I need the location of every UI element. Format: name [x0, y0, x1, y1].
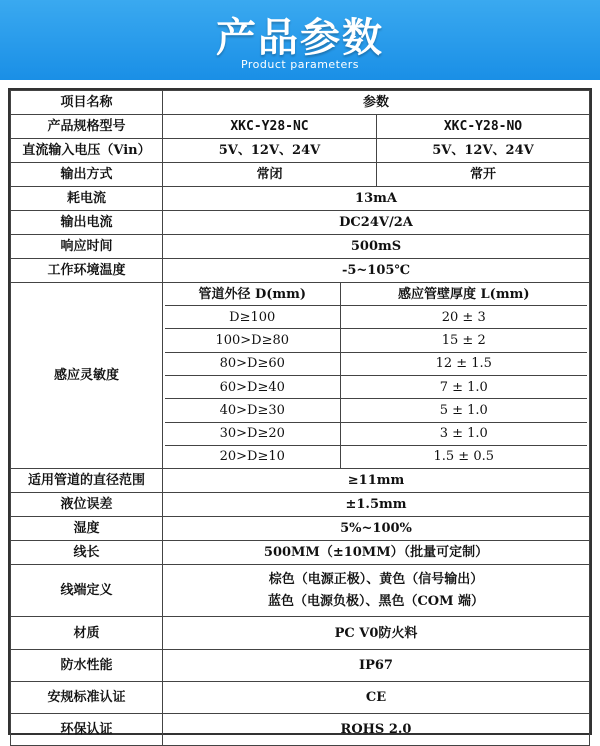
temperature-label: 工作环境温度	[11, 259, 163, 283]
wire-length-label: 线长	[11, 541, 163, 565]
sensitivity-l: 15 ± 2	[340, 329, 587, 352]
model-label: 产品规格型号	[11, 115, 163, 139]
table-row	[11, 139, 590, 163]
current-label: 耗电流	[11, 187, 163, 211]
sensitivity-l: 1.5 ± 0.5	[433, 449, 494, 465]
wire-def-line1: 棕色（电源正极）、黄色（信号输出）	[268, 571, 484, 587]
material-value: PC V0防火料	[163, 617, 590, 650]
table-row	[11, 517, 590, 541]
response-label: 响应时间	[11, 235, 163, 259]
table-row	[11, 469, 590, 493]
output-current-value: DC24V/2A	[163, 211, 590, 235]
humidity-label: 湿度	[11, 517, 163, 541]
response-value: 500mS	[163, 235, 590, 259]
sensitivity-d: D≥100	[165, 306, 340, 329]
env-label: 环保认证	[11, 714, 163, 746]
sensitivity-l: 7 ± 1.0	[340, 375, 587, 398]
table-row	[11, 541, 590, 565]
sensitivity-l: 3 ± 1.0	[340, 422, 587, 445]
sensitivity-d: 40>D≥30	[165, 399, 340, 422]
spec-table	[10, 90, 590, 746]
voltage-nc: 5V、12V、24V	[163, 139, 377, 163]
sensitivity-d: 100>D≥80	[165, 329, 340, 352]
temperature-value: -5~105℃	[163, 259, 590, 283]
sensitivity-row	[165, 445, 587, 468]
sensitivity-row	[165, 375, 587, 398]
wire-def-value	[163, 565, 590, 617]
sensitivity-cell	[163, 283, 590, 469]
current-value: 13mA	[163, 187, 590, 211]
header-label: 项目名称	[11, 91, 163, 115]
sensitivity-row	[165, 352, 587, 375]
sensitivity-l: 12 ± 1.5	[340, 352, 587, 375]
sensitivity-d: 30>D≥20	[165, 422, 340, 445]
table-row	[11, 235, 590, 259]
safety-label: 安规标准认证	[11, 682, 163, 714]
table-row	[11, 650, 590, 682]
sensitivity-d: 80>D≥60	[165, 352, 340, 375]
sensitivity-header	[165, 283, 587, 306]
sensitivity-col1: 管道外径 D(mm)	[165, 283, 340, 306]
level-error-label: 液位误差	[11, 493, 163, 517]
pipe-range-value: ≥11mm	[163, 469, 590, 493]
spec-sheet	[8, 88, 592, 735]
table-row	[11, 259, 590, 283]
table-row	[11, 617, 590, 650]
output-current-label: 输出电流	[11, 211, 163, 235]
sensitivity-row	[165, 306, 587, 329]
header-banner	[0, 0, 600, 80]
sensitivity-d: 20>D≥10	[165, 445, 340, 468]
material-label: 材质	[11, 617, 163, 650]
wire-def-label: 线端定义	[11, 565, 163, 617]
wire-def-line2: 蓝色（电源负极）、黑色（COM 端）	[267, 593, 485, 609]
table-row	[11, 187, 590, 211]
level-error-value: ±1.5mm	[163, 493, 590, 517]
model-no: XKC-Y28-NO	[377, 115, 590, 139]
waterproof-label: 防水性能	[11, 650, 163, 682]
voltage-label: 直流输入电压（Vin）	[11, 139, 163, 163]
safety-value: CE	[163, 682, 590, 714]
output-mode-label: 输出方式	[11, 163, 163, 187]
sensitivity-row	[165, 399, 587, 422]
sensitivity-l: 20 ± 3	[340, 306, 587, 329]
output-mode-nc: 常闭	[163, 163, 377, 187]
header-value: 参数	[163, 91, 590, 115]
sensitivity-l: 5 ± 1.0	[340, 399, 587, 422]
model-nc: XKC-Y28-NC	[163, 115, 377, 139]
sensitivity-row	[165, 422, 587, 445]
table-row	[11, 211, 590, 235]
sensitivity-col2: 感应管壁厚度 L(mm)	[340, 283, 587, 306]
sensitivity-row	[165, 329, 587, 352]
table-row	[11, 91, 590, 115]
sensitivity-d: 60>D≥40	[165, 375, 340, 398]
output-mode-no: 常开	[377, 163, 590, 187]
table-row	[11, 682, 590, 714]
waterproof-value: IP67	[163, 650, 590, 682]
env-value: ROHS 2.0	[163, 714, 590, 746]
sensitivity-table	[165, 283, 587, 468]
pipe-range-label: 适用管道的直径范围	[11, 469, 163, 493]
table-row	[11, 565, 590, 617]
sensitivity-label: 感应灵敏度	[11, 283, 163, 469]
banner-title: 产品参数	[216, 15, 384, 61]
table-row	[11, 163, 590, 187]
banner-subtitle: Product parameters	[240, 58, 360, 71]
table-row	[11, 493, 590, 517]
table-row	[11, 283, 590, 469]
humidity-value: 5%~100%	[163, 517, 590, 541]
table-row	[11, 115, 590, 139]
voltage-no: 5V、12V、24V	[377, 139, 590, 163]
table-row	[11, 714, 590, 746]
wire-length-value: 500MM（±10MM）（批量可定制）	[163, 541, 590, 565]
